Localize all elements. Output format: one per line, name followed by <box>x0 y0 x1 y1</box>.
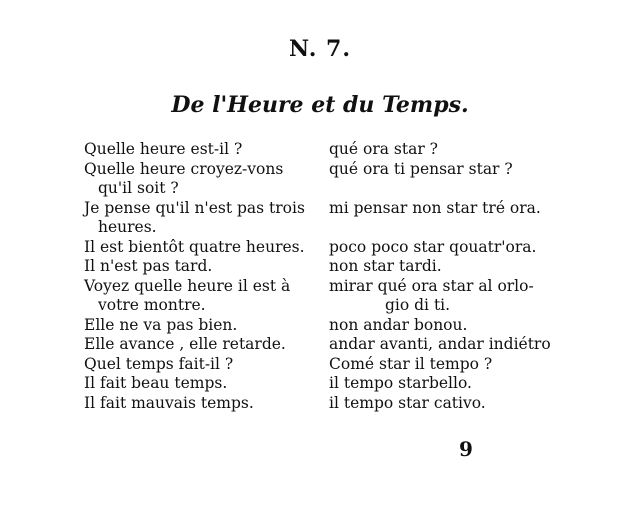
phrase-row <box>84 335 584 355</box>
french-phrase <box>84 335 329 355</box>
section-number: N. 7. <box>289 36 351 62</box>
french-line-continued: qu'il soit ? <box>98 179 179 197</box>
phrase-row <box>84 160 584 199</box>
phrase-table <box>84 140 584 413</box>
french-line: Il fait beau temps. <box>84 374 228 392</box>
italian-phrase <box>329 238 584 258</box>
italian-phrase <box>329 277 584 316</box>
phrase-row <box>84 374 584 394</box>
french-phrase <box>84 238 329 258</box>
italian-phrase <box>329 257 584 277</box>
italian-line: andar avanti, andar indiétro <box>329 335 551 353</box>
french-line: Il est bientôt quatre heures. <box>84 237 305 256</box>
french-line: Quelle heure est-il ? <box>84 140 243 158</box>
french-line-continued: heures. <box>98 218 157 236</box>
italian-phrase <box>329 374 584 394</box>
french-phrase <box>84 160 329 199</box>
phrase-row <box>84 355 584 375</box>
french-line-continued: votre montre. <box>98 296 206 314</box>
italian-phrase <box>329 140 584 160</box>
italian-line: il tempo starbello. <box>329 374 472 392</box>
french-line: Elle avance , elle retarde. <box>84 335 286 353</box>
french-phrase <box>84 374 329 394</box>
page-title: De l'Heure et du Temps. <box>171 92 469 118</box>
french-line: Quelle heure croyez-vons <box>84 159 284 178</box>
italian-line: non star tardi. <box>329 257 442 275</box>
italian-line-continued: gio di ti. <box>385 296 451 314</box>
french-phrase <box>84 140 329 160</box>
phrase-row <box>84 140 584 160</box>
phrase-row <box>84 316 584 336</box>
french-line: Je pense qu'il n'est pas trois <box>84 198 305 217</box>
french-phrase <box>84 316 329 336</box>
french-line: Quel temps fait-il ? <box>84 354 234 373</box>
french-line: Il n'est pas tard. <box>84 257 213 275</box>
phrase-row <box>84 238 584 258</box>
italian-phrase <box>329 355 584 375</box>
italian-line: qué ora ti pensar star ? <box>329 159 513 178</box>
italian-line: non andar bonou. <box>329 315 468 334</box>
french-phrase <box>84 394 329 414</box>
italian-phrase <box>329 160 584 199</box>
italian-phrase <box>329 199 584 238</box>
french-line: Elle ne va pas bien. <box>84 315 238 334</box>
french-line: Voyez quelle heure il est à <box>84 276 291 295</box>
french-phrase <box>84 355 329 375</box>
italian-line: mi pensar non star tré ora. <box>329 198 541 217</box>
italian-line: mirar qué ora star al orlo- <box>329 276 534 295</box>
italian-line: poco poco star qouatr'ora. <box>329 237 537 256</box>
italian-phrase <box>329 394 584 414</box>
phrase-row <box>84 257 584 277</box>
phrase-row <box>84 277 584 316</box>
phrase-row <box>84 394 584 414</box>
italian-line: qué ora star ? <box>329 140 438 158</box>
french-phrase <box>84 199 329 238</box>
french-line: Il fait mauvais temps. <box>84 393 254 412</box>
phrase-row <box>84 199 584 238</box>
french-phrase <box>84 257 329 277</box>
italian-phrase <box>329 316 584 336</box>
page-number: 9 <box>459 437 473 461</box>
italian-line: il tempo star cativo. <box>329 393 486 412</box>
italian-line: Comé star il tempo ? <box>329 354 493 373</box>
french-phrase <box>84 277 329 316</box>
italian-phrase <box>329 335 584 355</box>
